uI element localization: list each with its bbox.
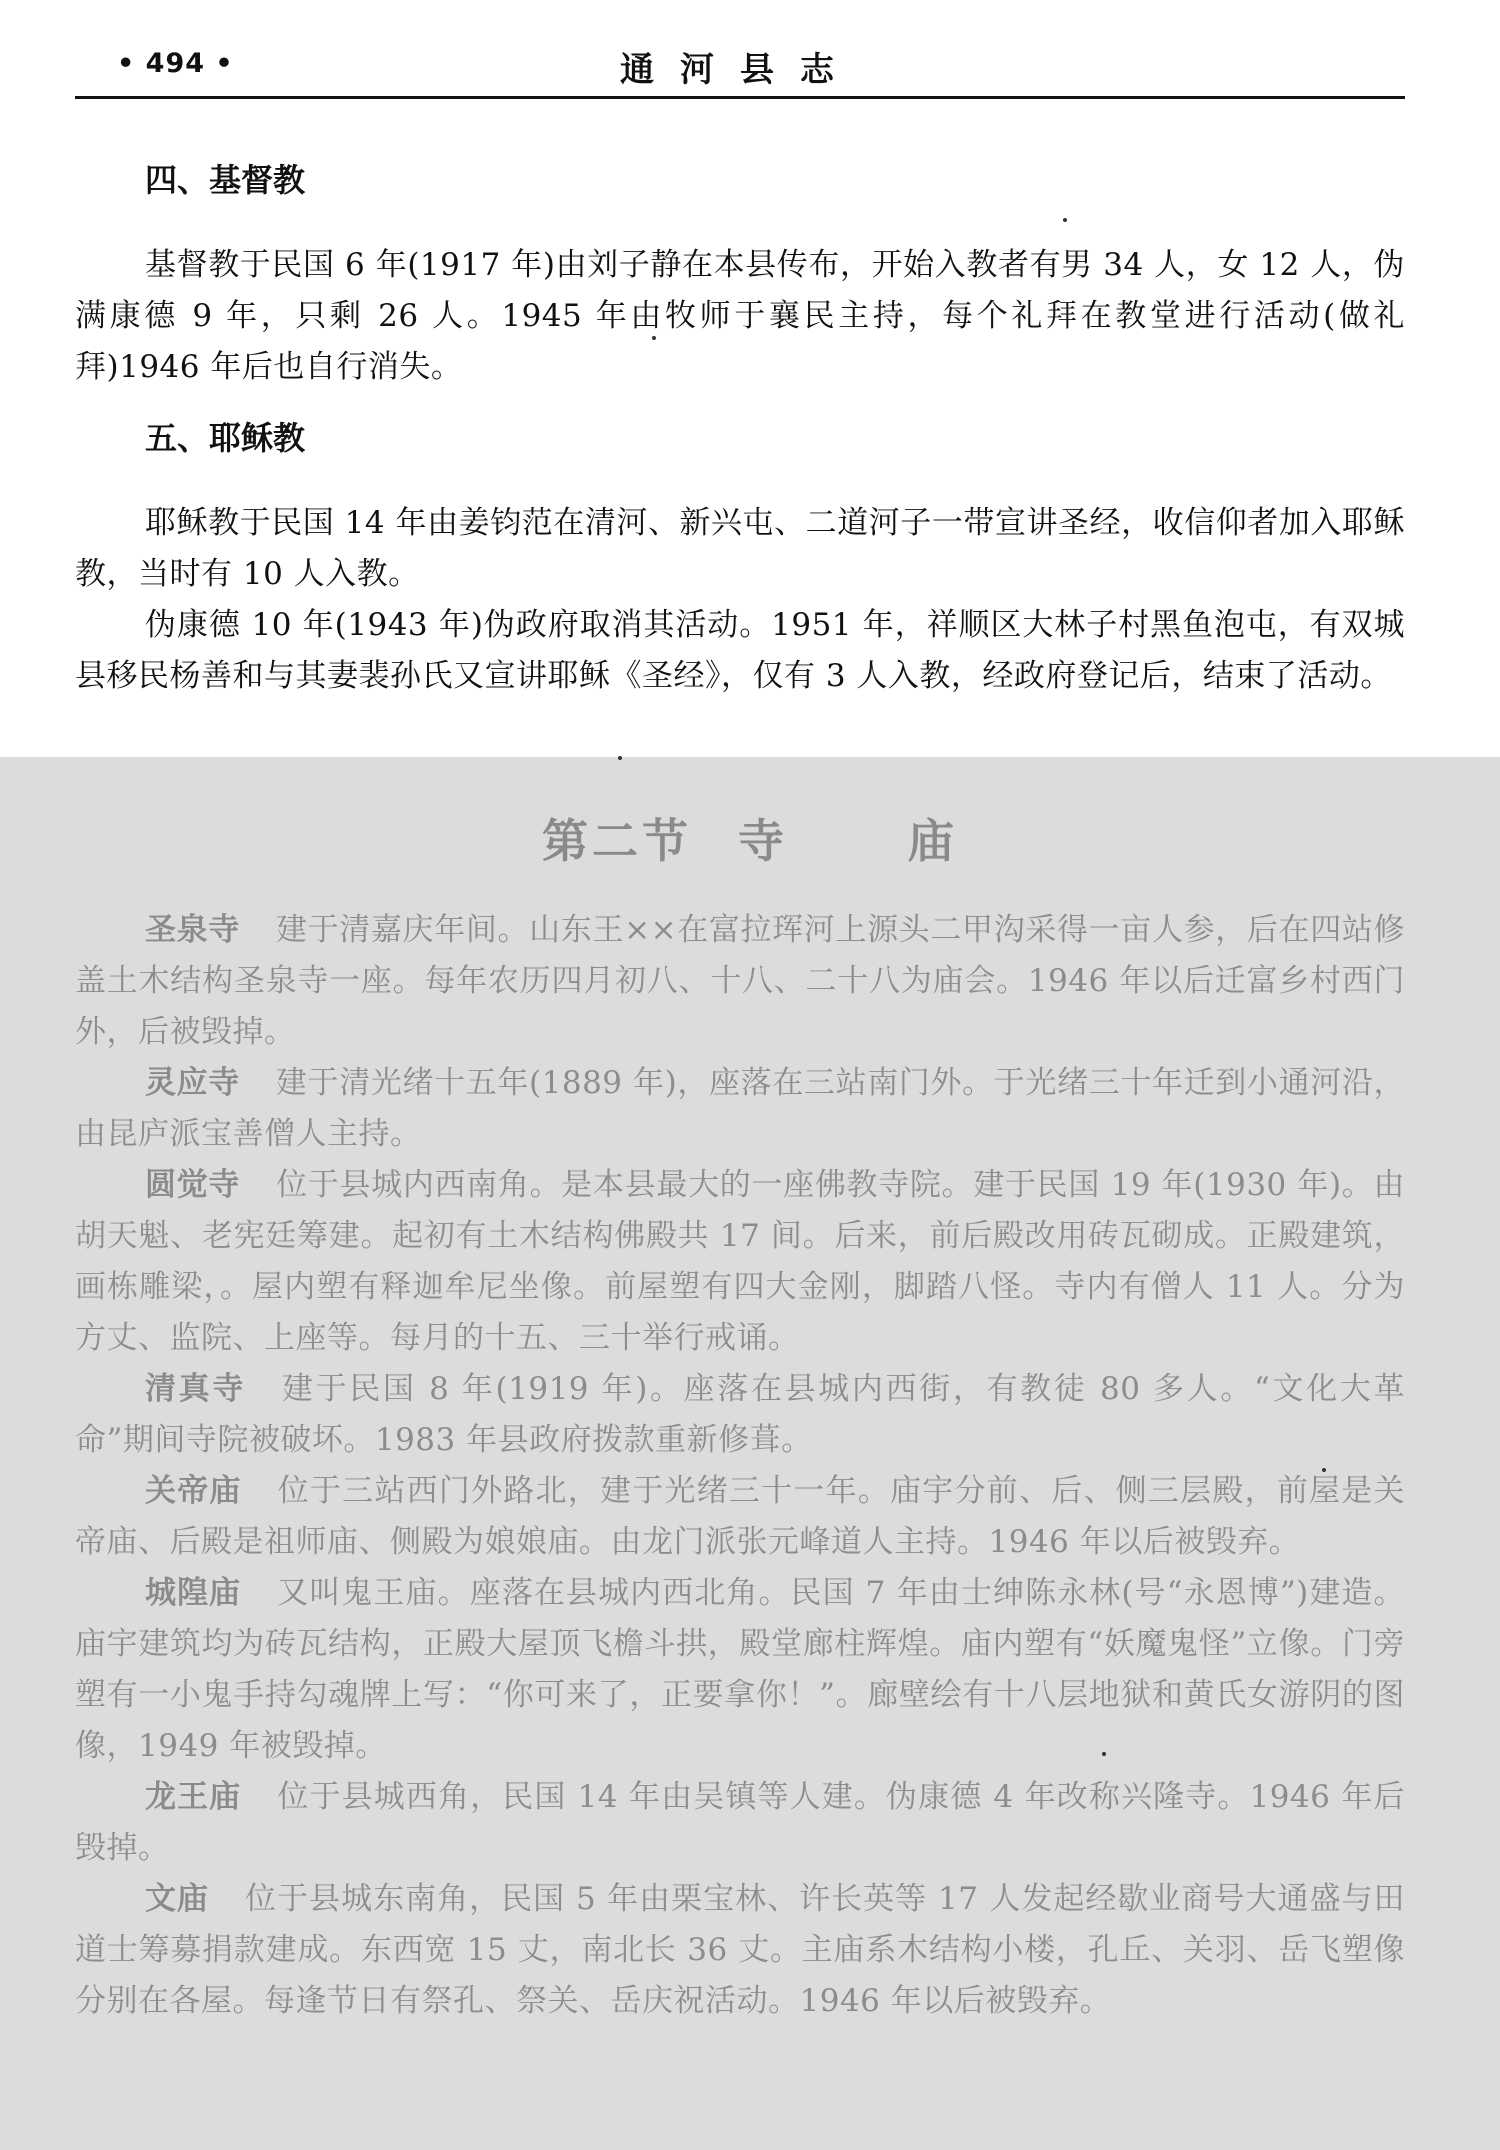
header-divider [75, 96, 1405, 99]
temple-description: 位于县城西角，民国 14 年由吴镇等人建。伪康德 4 年改称兴隆寺。1946 年后毁掉。 [75, 1779, 1405, 1866]
temple-description: 建于清光绪十五年(1889 年)，座落在三站南门外。于光绪三十年迁到小通河沿，由昆庐派宝善僧人主持。 [75, 1065, 1405, 1152]
temple-description: 建于民国 8 年(1919 年)。座落在县城内西街，有教徒 80 多人。“文化大革命”期间寺院被破坏。1983 年县政府拨款重新修葺。 [75, 1371, 1405, 1458]
temple-entry [75, 905, 1405, 1058]
temple-entry [75, 1568, 1405, 1772]
temple-name: 文庙 [145, 1881, 210, 1917]
scan-speck [1102, 1752, 1106, 1756]
temple-description: 建于清嘉庆年间。山东王××在富拉珲河上源头二甲沟采得一亩人参，后在四站修盖土木结构圣泉寺一座。每年农历四月初八、十八、二十八为庙会。1946 年以后迁富乡村西门外，后被毁掉。 [75, 912, 1405, 1050]
temple-name: 灵应寺 [145, 1065, 240, 1101]
section-title-part: 寺 [738, 814, 788, 868]
section-title-part: 第二节 [542, 814, 692, 868]
temple-description: 位于县城东南角，民国 5 年由栗宝林、许长英等 17 人发起经歇业商号大通盛与田道士筹募捐款建成。东西宽 15 丈，南北长 36 丈。主庙系木结构小楼，孔丘、关羽、岳飞塑像分别在各屋。每逢节日有祭孔、祭关、岳庆祝活动。1946 年以后被毁弃。 [75, 1881, 1405, 2019]
temple-entry [75, 1772, 1405, 1874]
temple-name: 龙王庙 [145, 1779, 242, 1815]
temple-description: 位于三站西门外路北，建于光绪三十一年。庙宇分前、后、侧三层殿，前屋是关帝庙、后殿是祖师庙、侧殿为娘娘庙。由龙门派张元峰道人主持。1946 年以后被毁弃。 [75, 1473, 1406, 1560]
page-number: • 494 • [117, 48, 234, 79]
section-christianity [75, 158, 1405, 393]
paragraph: 基督教于民国 6 年(1917 年)由刘子静在本县传布，开始入教者有男 34 人，女 12 人，伪满康德 9 年，只剩 26 人。1945 年由牧师于襄民主持，每个礼拜在教堂进行活动(做礼拜)1946 年后也自行消失。 [75, 247, 1405, 385]
temple-description: 位于县城内西南角。是本县最大的一座佛教寺院。建于民国 19 年(1930 年)。由胡天魁、老宪廷筹建。起初有土木结构佛殿共 17 间。后来，前后殿改用砖瓦砌成。正殿建筑，画栋雕梁，。屋内塑有释迦牟尼坐像。前屋塑有四大金刚，脚踏八怪。寺内有僧人 11 人。分为方丈、监院、上座等。每月的十五、三十举行戒诵。 [75, 1167, 1405, 1356]
scan-speck [1322, 1468, 1326, 1472]
paragraph: 伪康德 10 年(1943 年)伪政府取消其活动。1951 年，祥顺区大林子村黑鱼泡屯，有双城县移民杨善和与其妻裴孙氏又宣讲耶稣《圣经》，仅有 3 人入教，经政府登记后，结束了活动。 [75, 607, 1405, 694]
paragraph: 耶稣教于民国 14 年由姜钧范在清河、新兴屯、二道河子一带宣讲圣经，收信仰者加入耶稣教，当时有 10 人入教。 [75, 505, 1405, 592]
book-title: 通河县志 [620, 50, 860, 90]
page-header [75, 38, 1405, 94]
temple-name: 清真寺 [145, 1371, 246, 1407]
temple-entry [75, 1364, 1405, 1466]
scan-speck [618, 756, 622, 760]
temple-entry [75, 1160, 1405, 1364]
temple-entries [75, 905, 1405, 2027]
section-title-part: 庙 [908, 814, 958, 868]
temple-entry [75, 1058, 1405, 1160]
temple-name: 关帝庙 [145, 1473, 242, 1509]
temple-name: 城隍庙 [145, 1575, 242, 1611]
section-jesus-church [75, 416, 1405, 702]
temple-description: 又叫鬼王庙。座落在县城内西北角。民国 7 年由士绅陈永林(号“永恩博”)建造。庙宇建筑均为砖瓦结构，正殿大屋顶飞檐斗拱，殿堂廊柱辉煌。庙内塑有“妖魔鬼怪”立像。门旁塑有一小鬼手持勾魂牌上写：“你可来了，正要拿你！”。廊壁绘有十八层地狱和黄氏女游阴的图像，1949 年被毁掉。 [75, 1575, 1406, 1764]
scan-speck [652, 336, 656, 340]
temple-name: 圣泉寺 [145, 912, 240, 948]
temple-entry [75, 1466, 1405, 1568]
section-heading: 五、耶稣教 [145, 419, 306, 457]
scan-speck [1063, 218, 1067, 222]
section-heading: 四、基督教 [145, 161, 306, 199]
temple-section-title [0, 805, 1500, 871]
temple-entry [75, 1874, 1405, 2027]
temple-name: 圆觉寺 [145, 1167, 241, 1203]
